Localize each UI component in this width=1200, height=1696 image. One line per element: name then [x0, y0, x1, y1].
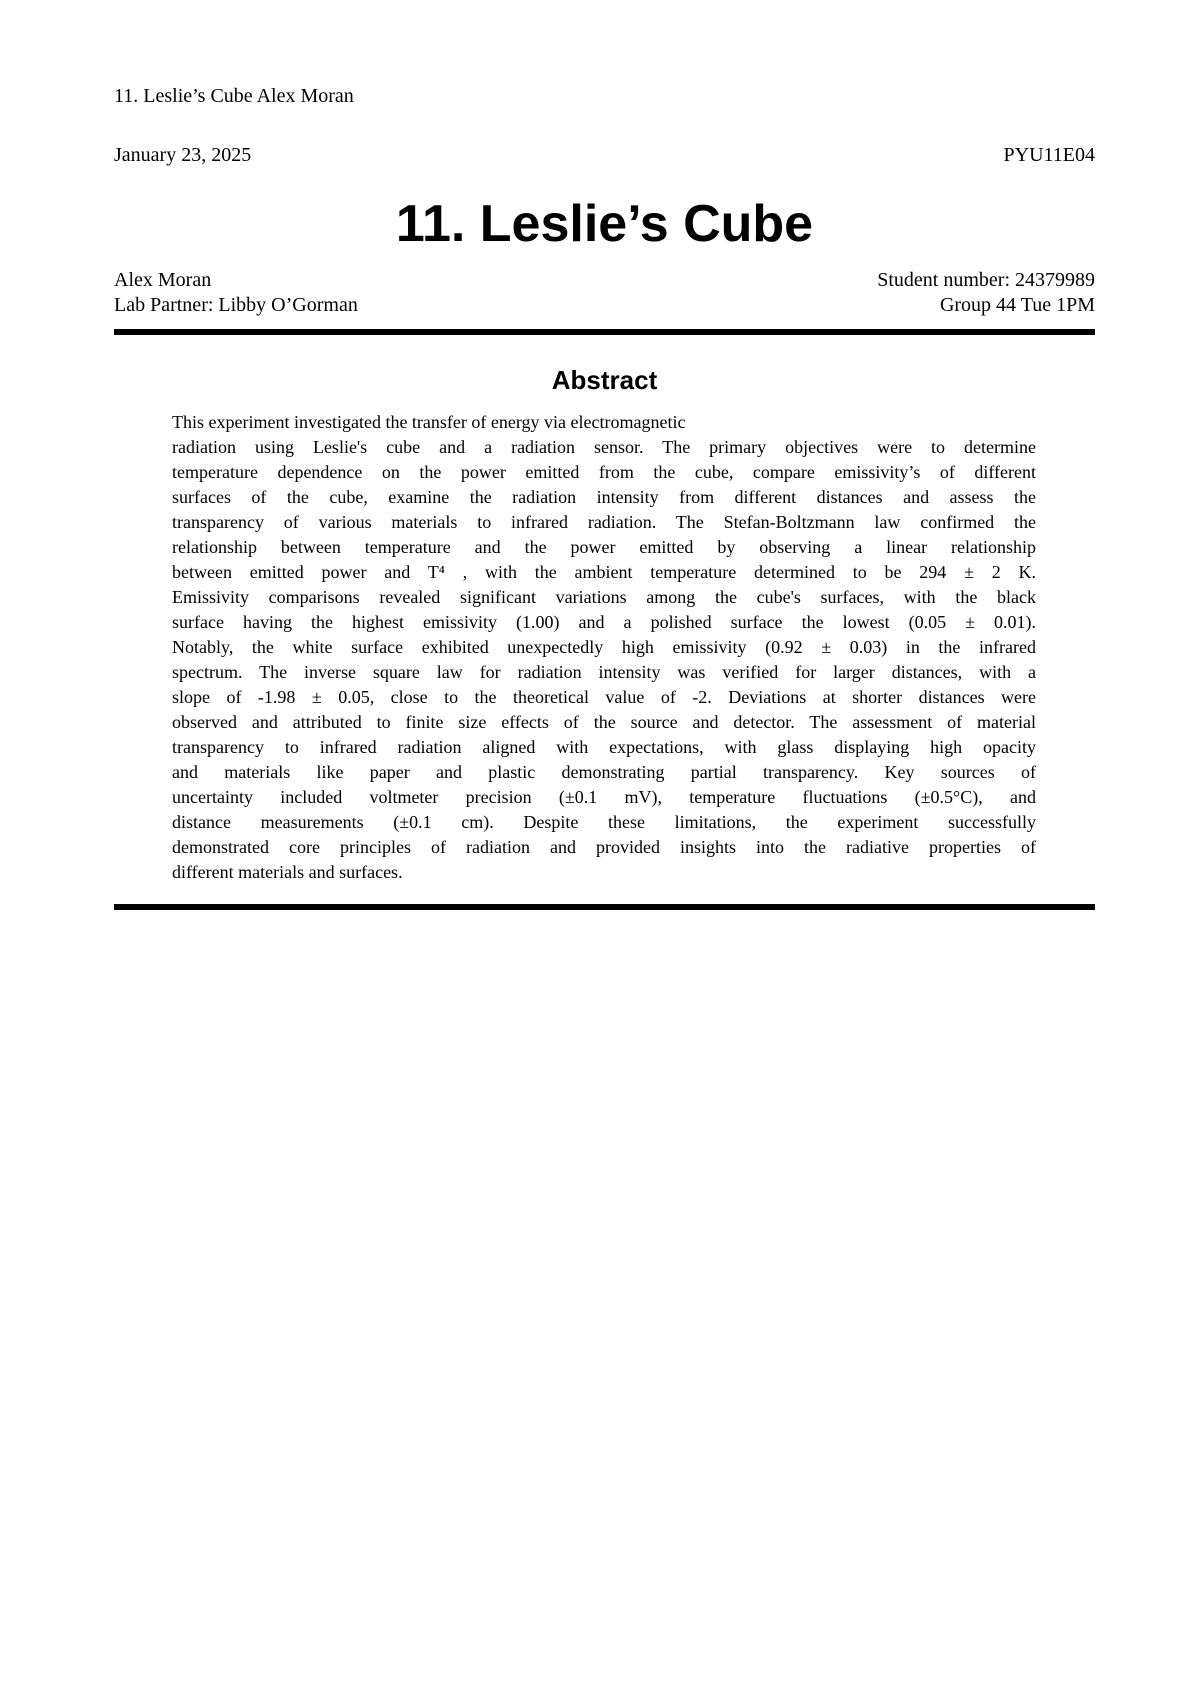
abstract-line: slope of -1.98 ± 0.05, close to the theoretical value of -2. Deviations at shorter distances were: [172, 687, 1036, 707]
page-title: 11. Leslie’s Cube: [395, 195, 814, 253]
abstract-line: transparency to infrared radiation aligned with expectations, with glass displaying high opacity: [172, 737, 1036, 757]
abstract-line: This experiment investigated the transfer of energy via electromagnetic: [172, 412, 686, 432]
abstract-body: [172, 410, 1036, 885]
abstract-line: different materials and surfaces.: [172, 862, 403, 882]
running-header: 11. Leslie’s Cube Alex Moran: [114, 85, 354, 107]
course-code: PYU11E04: [1003, 144, 1095, 166]
top-divider: [114, 329, 1095, 335]
abstract-line: uncertainty included voltmeter precision (±0.1 mV), temperature fluctuations (±0.5°C), and: [172, 787, 1036, 807]
abstract-line: between emitted power and T⁴ , with the ambient temperature determined to be 294 ± 2 K.: [172, 562, 1036, 582]
abstract-line: radiation using Leslie's cube and a radiation sensor. The primary objectives were to determine: [172, 437, 1036, 457]
abstract-line: surfaces of the cube, examine the radiation intensity from different distances and assess the: [172, 487, 1036, 507]
abstract-line: distance measurements (±0.1 cm). Despite these limitations, the experiment successfully: [172, 812, 1036, 832]
abstract-line: Notably, the white surface exhibited unexpectedly high emissivity (0.92 ± 0.03) in the infrared: [172, 637, 1036, 657]
abstract-line: observed and attributed to finite size effects of the source and detector. The assessment of material: [172, 712, 1036, 732]
author-row: [114, 268, 1095, 292]
abstract-line: transparency of various materials to infrared radiation. The Stefan-Boltzmann law confirmed the: [172, 512, 1036, 532]
lab-group: Group 44 Tue 1PM: [939, 294, 1095, 316]
abstract-heading: Abstract: [551, 365, 658, 395]
abstract-line: surface having the highest emissivity (1.00) and a polished surface the lowest (0.05 ± 0.01).: [172, 612, 1036, 632]
date-row: [114, 143, 1095, 167]
abstract-line: Emissivity comparisons revealed significant variations among the cube's surfaces, with the black: [172, 587, 1036, 607]
lab-partner: Lab Partner: Libby O’Gorman: [114, 294, 358, 316]
abstract-line: relationship between temperature and the power emitted by observing a linear relationship: [172, 537, 1036, 557]
bottom-divider: [114, 904, 1095, 910]
author-name: Alex Moran: [114, 269, 212, 291]
abstract-line: spectrum. The inverse square law for radiation intensity was verified for larger distances, with a: [172, 662, 1036, 682]
student-number: Student number: 24379989: [877, 269, 1095, 291]
abstract-line: temperature dependence on the power emitted from the cube, compare emissivity’s of different: [172, 462, 1036, 482]
partner-row: [114, 293, 1095, 317]
abstract-line: demonstrated core principles of radiation and provided insights into the radiative properties of: [172, 837, 1036, 857]
report-date: January 23, 2025: [114, 144, 252, 166]
abstract-line: and materials like paper and plastic demonstrating partial transparency. Key sources of: [172, 762, 1036, 782]
